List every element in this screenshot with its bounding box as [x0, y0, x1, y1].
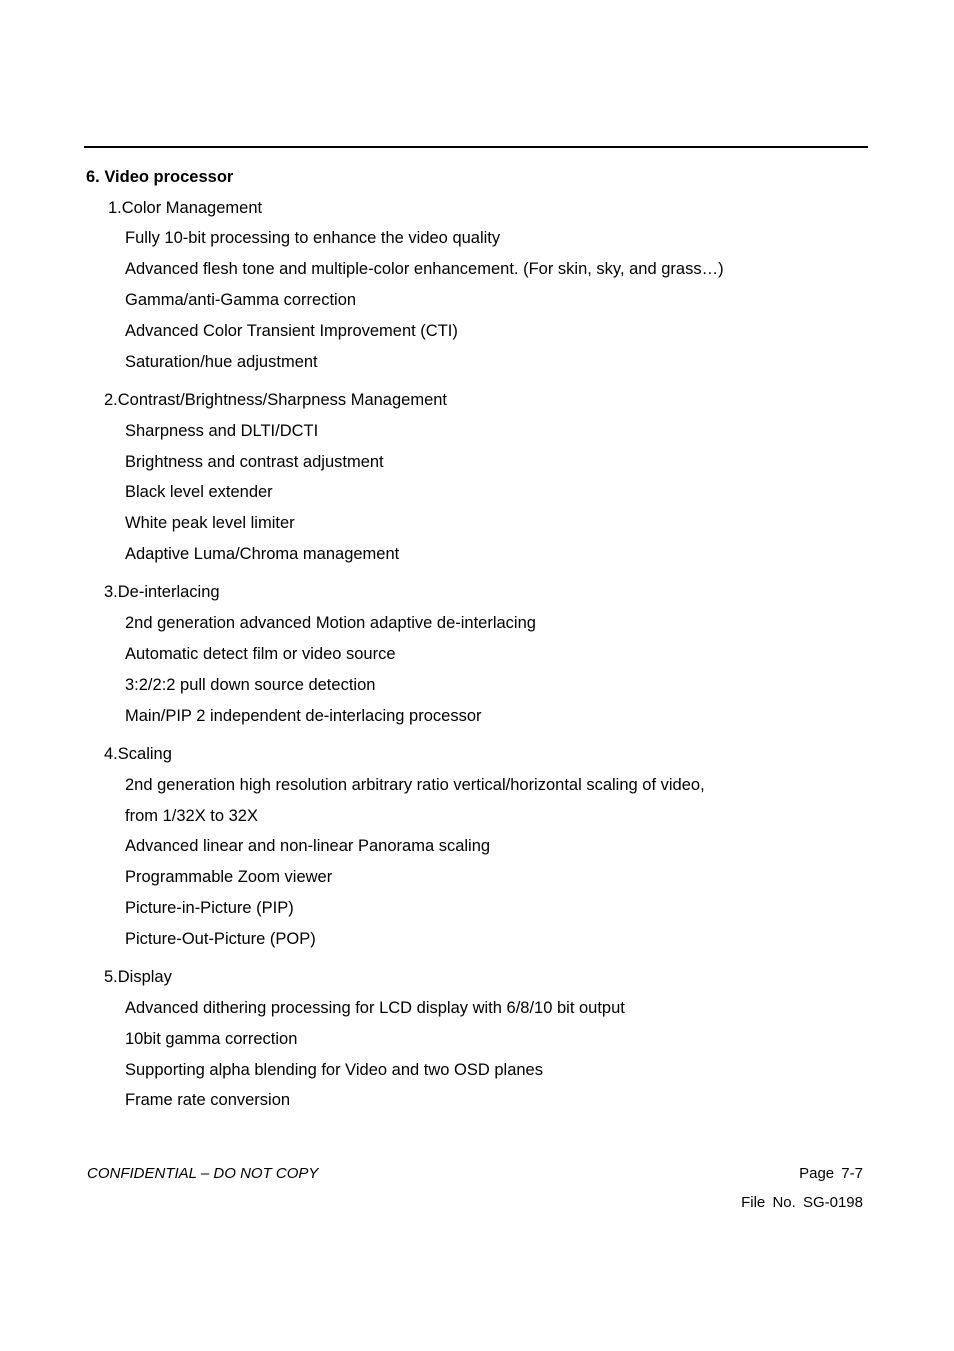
list-item: Frame rate conversion	[125, 1091, 291, 1109]
page-number: Page 7-7	[799, 1165, 863, 1182]
list-item: Supporting alpha blending for Video and two OSD planes	[125, 1061, 543, 1079]
list-item: Advanced Color Transient Improvement (CTI)	[125, 322, 458, 340]
list-item: Advanced flesh tone and multiple-color enhancement. (For skin, sky, and grass…)	[125, 260, 724, 278]
list-item: Programmable Zoom viewer	[125, 868, 333, 886]
list-item: Saturation/hue adjustment	[125, 353, 318, 371]
section-title: 6. Video processor	[86, 168, 234, 186]
list-item: 3:2/2:2 pull down source detection	[125, 676, 376, 694]
list-item: from 1/32X to 32X	[125, 807, 258, 825]
list-item: Automatic detect film or video source	[125, 645, 396, 663]
list-item: 2nd generation advanced Motion adaptive de-interlacing	[125, 614, 536, 632]
list-item: Main/PIP 2 independent de-interlacing processor	[125, 707, 482, 725]
list-item: Black level extender	[125, 483, 273, 501]
list-item: Adaptive Luma/Chroma management	[125, 545, 400, 563]
subsection-heading-display: 5.Display	[104, 968, 172, 986]
list-item: 10bit gamma correction	[125, 1030, 298, 1048]
confidential-notice: CONFIDENTIAL – DO NOT COPY	[87, 1165, 319, 1182]
list-item: White peak level limiter	[125, 514, 295, 532]
subsection-heading-color-management: 1.Color Management	[108, 199, 263, 217]
list-item: Advanced dithering processing for LCD display with 6/8/10 bit output	[125, 999, 625, 1017]
list-item: Picture-in-Picture (PIP)	[125, 899, 294, 917]
file-number: File No. SG-0198	[741, 1194, 863, 1211]
subsection-heading-contrast-brightness-sharpness: 2.Contrast/Brightness/Sharpness Management	[104, 391, 448, 409]
list-item: Brightness and contrast adjustment	[125, 453, 384, 471]
list-item: 2nd generation high resolution arbitrary ratio vertical/horizontal scaling of video,	[125, 776, 705, 794]
subsection-heading-de-interlacing: 3.De-interlacing	[104, 583, 220, 601]
subsection-heading-scaling: 4.Scaling	[104, 745, 172, 763]
list-item: Advanced linear and non-linear Panorama scaling	[125, 837, 491, 855]
list-item: Gamma/anti-Gamma correction	[125, 291, 357, 309]
list-item: Sharpness and DLTI/DCTI	[125, 422, 319, 440]
list-item: Picture-Out-Picture (POP)	[125, 930, 316, 948]
header-rule	[84, 146, 868, 148]
list-item: Fully 10-bit processing to enhance the video quality	[125, 229, 501, 247]
